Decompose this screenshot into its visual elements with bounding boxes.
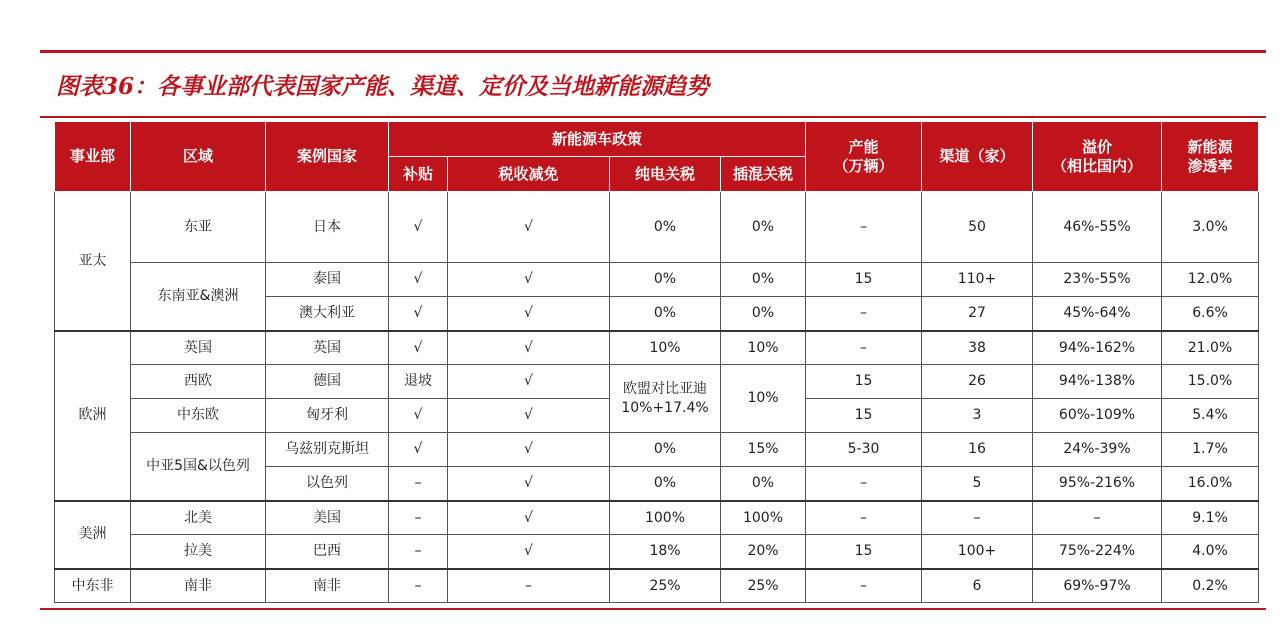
bev-tariff-cell: 0% [610, 433, 721, 467]
premium-cell: – [1033, 501, 1162, 535]
header-capacity-line2: （万辆） [833, 156, 894, 175]
premium-cell: 23%-55% [1033, 263, 1162, 297]
region-cell: 东亚 [131, 192, 266, 263]
channel-cell: 100+ [922, 535, 1033, 569]
channel-cell: 50 [922, 192, 1033, 263]
phev-tariff-cell: 0% [721, 297, 806, 331]
phev-tariff-cell: 0% [721, 467, 806, 501]
eu-bev-tariff-cell [610, 365, 721, 433]
bev-tariff-cell: 0% [610, 297, 721, 331]
policy-table [54, 121, 1259, 603]
region-cell: 西欧 [131, 365, 266, 399]
penetration-cell: 12.0% [1162, 263, 1259, 297]
subsidy-cell: √ [389, 192, 448, 263]
bev-tariff-cell: 100% [610, 501, 721, 535]
premium-cell: 46%-55% [1033, 192, 1162, 263]
table-row [55, 535, 1259, 569]
header-penetration-line2: 渗透率 [1187, 156, 1233, 175]
subsidy-cell: – [389, 569, 448, 603]
penetration-cell: 9.1% [1162, 501, 1259, 535]
country-cell: 以色列 [266, 467, 389, 501]
country-cell: 南非 [266, 569, 389, 603]
table-row [55, 501, 1259, 535]
bev-tariff-cell: 25% [610, 569, 721, 603]
bev-tariff-cell: 10% [610, 331, 721, 365]
phev-tariff-cell: 100% [721, 501, 806, 535]
header-country: 案例国家 [266, 122, 389, 192]
table-row [55, 192, 1259, 263]
capacity-cell: – [806, 297, 922, 331]
country-cell: 美国 [266, 501, 389, 535]
tax-cell: √ [448, 192, 610, 263]
tax-cell: √ [448, 399, 610, 433]
phev-tariff-cell: 25% [721, 569, 806, 603]
bev-tariff-cell: 0% [610, 263, 721, 297]
tax-cell: √ [448, 331, 610, 365]
channel-cell: 26 [922, 365, 1033, 399]
bev-tariff-cell: 0% [610, 467, 721, 501]
header-region: 区域 [131, 122, 266, 192]
region-cell: 中东欧 [131, 399, 266, 433]
phev-tariff-cell: 15% [721, 433, 806, 467]
penetration-cell: 21.0% [1162, 331, 1259, 365]
penetration-cell: 4.0% [1162, 535, 1259, 569]
country-cell: 乌兹别克斯坦 [266, 433, 389, 467]
subsidy-cell: √ [389, 263, 448, 297]
table-row [55, 433, 1259, 467]
subsidy-cell: – [389, 501, 448, 535]
premium-cell: 24%-39% [1033, 433, 1162, 467]
subsidy-cell: √ [389, 297, 448, 331]
region-cell: 南非 [131, 569, 266, 603]
region-cell: 中亚5国&以色列 [131, 433, 266, 501]
country-cell: 日本 [266, 192, 389, 263]
penetration-cell: 0.2% [1162, 569, 1259, 603]
table-row [55, 331, 1259, 365]
capacity-cell: – [806, 192, 922, 263]
top-rule [40, 50, 1266, 53]
capacity-cell: – [806, 467, 922, 501]
subsidy-cell: – [389, 535, 448, 569]
premium-cell: 60%-109% [1033, 399, 1162, 433]
premium-cell: 45%-64% [1033, 297, 1162, 331]
tax-cell: √ [448, 297, 610, 331]
premium-cell: 69%-97% [1033, 569, 1162, 603]
header-premium-line2: （相比国内） [1052, 156, 1143, 175]
penetration-cell: 6.6% [1162, 297, 1259, 331]
title-rule [40, 116, 1266, 118]
channel-cell: 16 [922, 433, 1033, 467]
division-cell: 欧洲 [55, 331, 131, 501]
penetration-cell: 5.4% [1162, 399, 1259, 433]
phev-tariff-cell: 10% [721, 331, 806, 365]
capacity-cell: 15 [806, 263, 922, 297]
tax-cell: √ [448, 501, 610, 535]
channel-cell: 27 [922, 297, 1033, 331]
tax-cell: √ [448, 433, 610, 467]
header-penetration-line1: 新能源 [1187, 137, 1233, 156]
capacity-cell: 15 [806, 535, 922, 569]
capacity-cell: – [806, 501, 922, 535]
capacity-cell: – [806, 331, 922, 365]
header-channel: 渠道（家） [922, 122, 1033, 192]
tax-cell: – [448, 569, 610, 603]
header-penetration [1162, 122, 1259, 192]
header-phev-tariff: 插混关税 [721, 157, 806, 192]
penetration-cell: 1.7% [1162, 433, 1259, 467]
region-cell: 东南亚&澳洲 [131, 263, 266, 331]
header-tax: 税收减免 [448, 157, 610, 192]
channel-cell: – [922, 501, 1033, 535]
capacity-cell: – [806, 569, 922, 603]
premium-cell: 94%-162% [1033, 331, 1162, 365]
premium-cell: 75%-224% [1033, 535, 1162, 569]
subsidy-cell: – [389, 467, 448, 501]
region-cell: 拉美 [131, 535, 266, 569]
country-cell: 澳大利亚 [266, 297, 389, 331]
tax-cell: √ [448, 263, 610, 297]
figure-title: 图表36：各事业部代表国家产能、渠道、定价及当地新能源趋势 [56, 73, 710, 100]
penetration-cell: 16.0% [1162, 467, 1259, 501]
channel-cell: 38 [922, 331, 1033, 365]
phev-tariff-cell: 0% [721, 263, 806, 297]
table-row [55, 365, 1259, 399]
header-capacity-line1: 产能 [848, 137, 879, 156]
penetration-cell: 15.0% [1162, 365, 1259, 399]
header-division: 事业部 [55, 122, 131, 192]
header-capacity [806, 122, 922, 192]
subsidy-cell: √ [389, 433, 448, 467]
bev-tariff-cell: 18% [610, 535, 721, 569]
division-cell: 中东非 [55, 569, 131, 603]
tax-cell: √ [448, 467, 610, 501]
header-subsidy: 补贴 [389, 157, 448, 192]
country-cell: 匈牙利 [266, 399, 389, 433]
country-cell: 巴西 [266, 535, 389, 569]
division-cell: 亚太 [55, 192, 131, 331]
eu-bev-tariff-line2: 10%+17.4% [621, 399, 709, 416]
division-cell: 美洲 [55, 501, 131, 569]
country-cell: 泰国 [266, 263, 389, 297]
capacity-cell: 15 [806, 365, 922, 399]
penetration-cell: 3.0% [1162, 192, 1259, 263]
subsidy-cell: 退坡 [389, 365, 448, 399]
subsidy-cell: √ [389, 399, 448, 433]
bev-tariff-cell: 0% [610, 192, 721, 263]
channel-cell: 5 [922, 467, 1033, 501]
channel-cell: 3 [922, 399, 1033, 433]
header-premium-line1: 溢价 [1082, 137, 1113, 156]
premium-cell: 94%-138% [1033, 365, 1162, 399]
phev-tariff-cell: 0% [721, 192, 806, 263]
country-cell: 英国 [266, 331, 389, 365]
bottom-rule [40, 608, 1266, 610]
phev-tariff-cell: 20% [721, 535, 806, 569]
region-cell: 英国 [131, 331, 266, 365]
eu-bev-tariff-line1: 欧盟对比亚迪 [623, 381, 707, 398]
header-policy: 新能源车政策 [389, 122, 806, 157]
tax-cell: √ [448, 535, 610, 569]
subsidy-cell: √ [389, 331, 448, 365]
region-cell: 北美 [131, 501, 266, 535]
capacity-cell: 15 [806, 399, 922, 433]
tax-cell: √ [448, 365, 610, 399]
capacity-cell: 5-30 [806, 433, 922, 467]
header-premium [1033, 122, 1162, 192]
header-bev-tariff: 纯电关税 [610, 157, 721, 192]
premium-cell: 95%-216% [1033, 467, 1162, 501]
eu-phev-tariff-cell: 10% [721, 365, 806, 433]
table-row [55, 569, 1259, 603]
channel-cell: 6 [922, 569, 1033, 603]
channel-cell: 110+ [922, 263, 1033, 297]
country-cell: 德国 [266, 365, 389, 399]
table-row [55, 263, 1259, 297]
